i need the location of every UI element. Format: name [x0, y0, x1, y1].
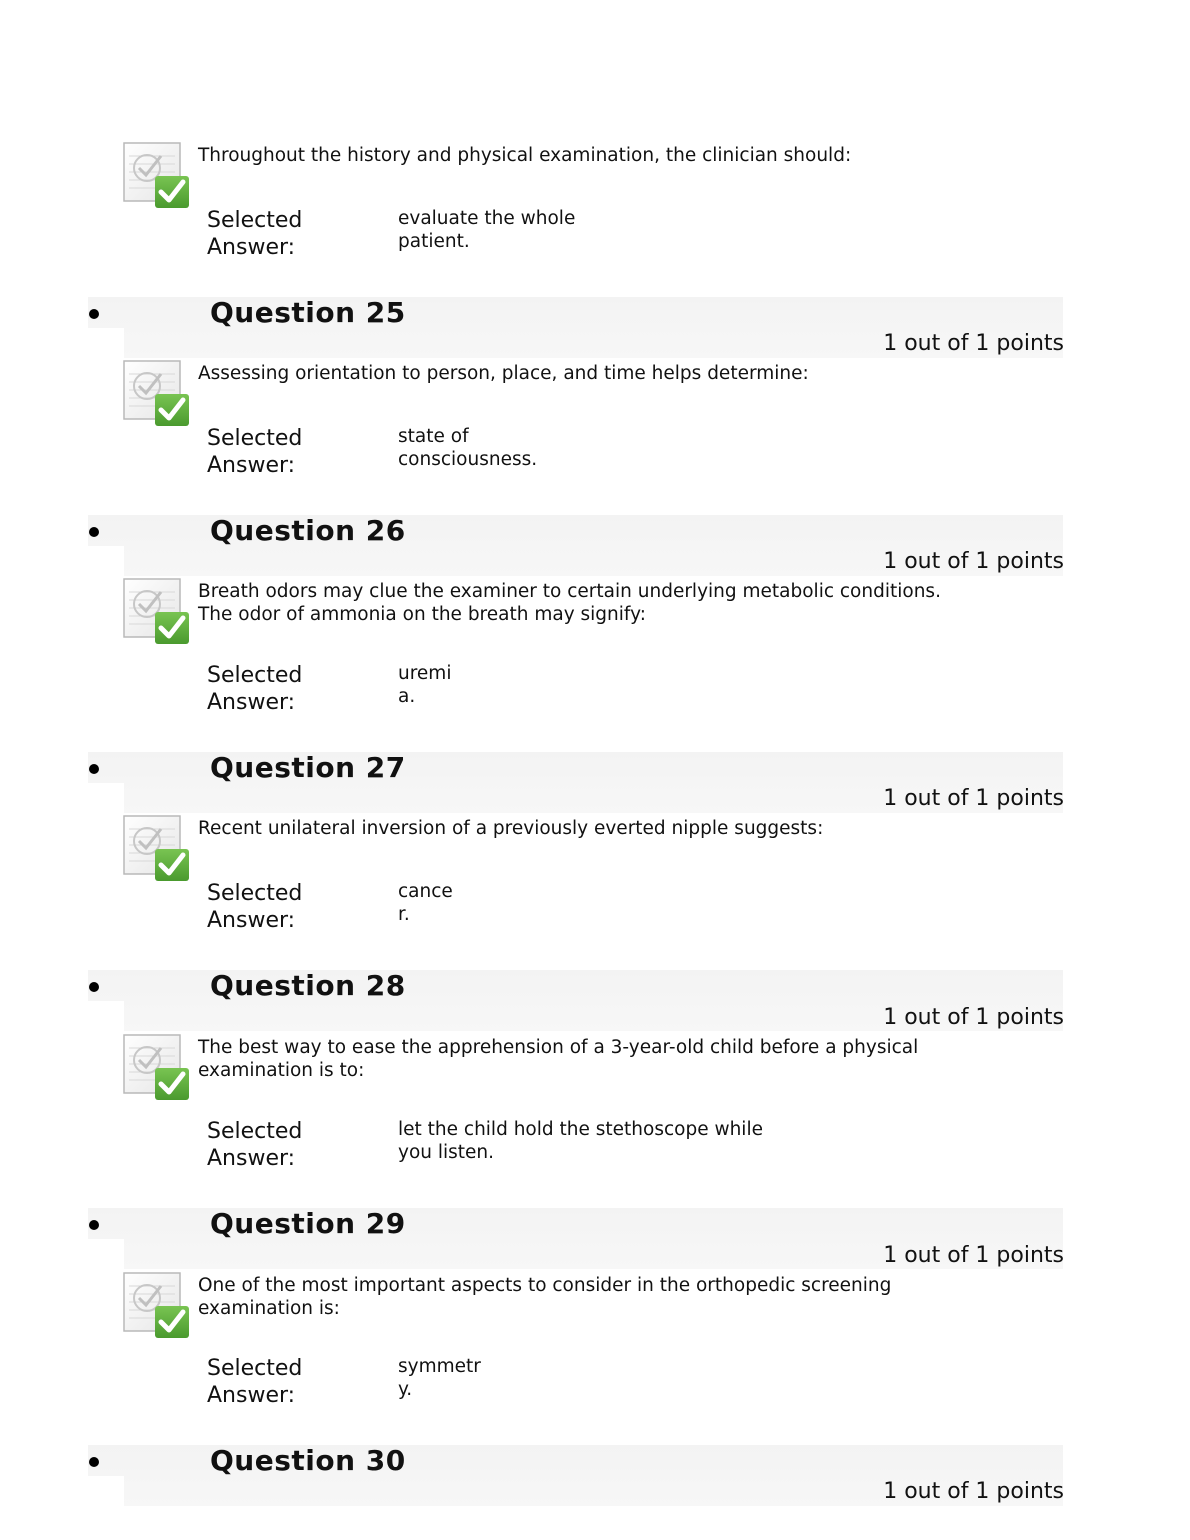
selected-answer-line1: let the child hold the stethoscope while [398, 1119, 763, 1140]
selected-answer-label-line1: Selected [207, 663, 303, 688]
points-score: 1 out of 1 points [883, 1005, 1064, 1030]
correct-checkmark-icon [123, 1272, 191, 1340]
selected-answer-label [207, 425, 302, 479]
selected-answer [398, 1355, 481, 1401]
correct-checkmark-icon [123, 815, 191, 883]
points-score: 1 out of 1 points [883, 331, 1064, 356]
selected-answer-line2: patient. [398, 231, 470, 252]
selected-answer-label [207, 1355, 302, 1409]
selected-answer [398, 207, 575, 253]
selected-answer-label [207, 662, 302, 716]
question-text [198, 580, 988, 626]
selected-answer-line2: r. [398, 904, 410, 925]
question-text [198, 1274, 988, 1320]
list-bullet [89, 764, 99, 774]
selected-answer-label-line2: Answer: [207, 453, 296, 478]
selected-answer-label-line1: Selected [207, 1119, 303, 1144]
selected-answer-line2: consciousness. [398, 449, 538, 470]
question-text-line2: examination is to: [198, 1060, 365, 1081]
question-title: Question 29 [210, 1207, 406, 1240]
question-title: Question 25 [210, 296, 406, 329]
selected-answer-label-line1: Selected [207, 881, 303, 906]
correct-checkmark-icon [123, 142, 191, 210]
selected-answer-label-line1: Selected [207, 208, 303, 233]
question-text-line1: Breath odors may clue the examiner to certain underlying metabolic conditions. [198, 581, 941, 602]
list-bullet [89, 982, 99, 992]
selected-answer-label [207, 1118, 302, 1172]
selected-answer [398, 662, 451, 708]
selected-answer-line1: evaluate the whole [398, 208, 576, 229]
selected-answer-line1: symmetr [398, 1356, 481, 1377]
list-bullet [89, 309, 99, 319]
question-text-line1: The best way to ease the apprehension of a 3-year-old child before a physical [198, 1037, 919, 1058]
selected-answer-label [207, 207, 302, 261]
points-score: 1 out of 1 points [883, 1243, 1064, 1268]
selected-answer-line1: state of [398, 426, 469, 447]
question-text: Throughout the history and physical examination, the clinician should: [198, 145, 852, 166]
selected-answer-label-line1: Selected [207, 426, 303, 451]
selected-answer-label-line1: Selected [207, 1356, 303, 1381]
selected-answer-label [207, 880, 302, 934]
correct-checkmark-icon [123, 578, 191, 646]
list-bullet [89, 527, 99, 537]
selected-answer-label-line2: Answer: [207, 1383, 296, 1408]
list-bullet [89, 1220, 99, 1230]
question-title: Question 26 [210, 514, 406, 547]
selected-answer-label-line2: Answer: [207, 690, 296, 715]
points-score: 1 out of 1 points [883, 1479, 1064, 1504]
question-title: Question 28 [210, 969, 406, 1002]
question-text-line1: One of the most important aspects to consider in the orthopedic screening [198, 1275, 892, 1296]
selected-answer [398, 425, 537, 471]
correct-checkmark-icon [123, 360, 191, 428]
question-text: Assessing orientation to person, place, and time helps determine: [198, 363, 809, 384]
question-text-line2: The odor of ammonia on the breath may signify: [198, 604, 646, 625]
selected-answer-line2: you listen. [398, 1142, 495, 1163]
selected-answer-line1: uremi [398, 663, 452, 684]
question-text [198, 1036, 988, 1082]
points-score: 1 out of 1 points [883, 786, 1064, 811]
question-text-line2: examination is: [198, 1298, 340, 1319]
selected-answer-label-line2: Answer: [207, 908, 296, 933]
correct-checkmark-icon [123, 1034, 191, 1102]
points-score: 1 out of 1 points [883, 549, 1064, 574]
question-title: Question 30 [210, 1444, 406, 1477]
selected-answer-label-line2: Answer: [207, 235, 296, 260]
question-title: Question 27 [210, 751, 406, 784]
selected-answer-line1: cance [398, 881, 453, 902]
list-bullet [89, 1457, 99, 1467]
selected-answer [398, 880, 453, 926]
selected-answer-line2: y. [398, 1379, 413, 1400]
question-text: Recent unilateral inversion of a previously everted nipple suggests: [198, 818, 824, 839]
selected-answer-line2: a. [398, 686, 416, 707]
selected-answer [398, 1118, 763, 1164]
selected-answer-label-line2: Answer: [207, 1146, 296, 1171]
